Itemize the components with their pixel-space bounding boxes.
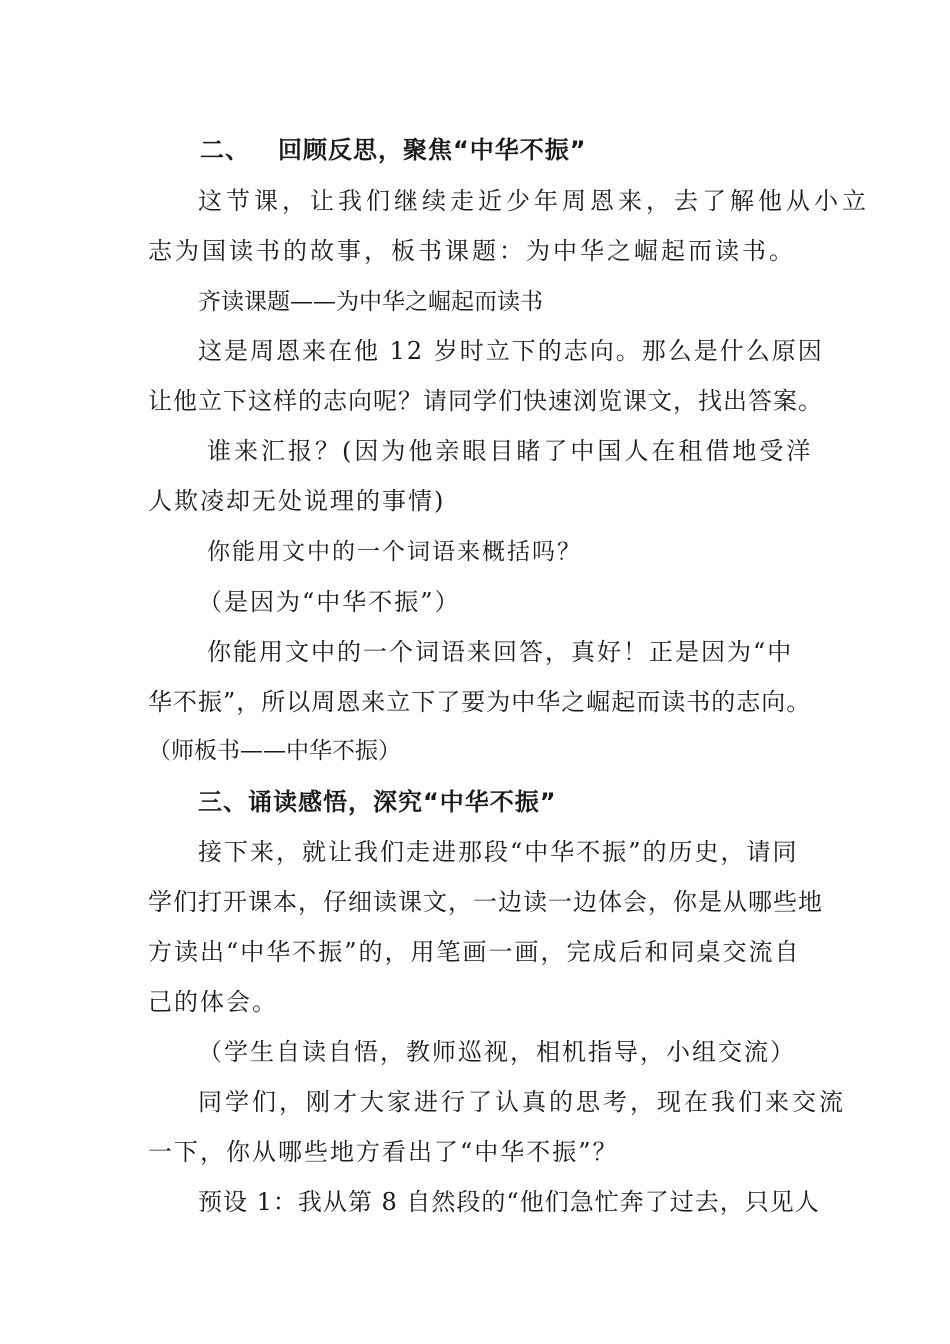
paragraph-line: 己的体会。 bbox=[148, 988, 278, 1016]
paragraph-line: 人欺凌却无处说理的事情) bbox=[148, 487, 446, 515]
section-2-heading-number: 二、 bbox=[200, 136, 250, 164]
paragraph-line: （师板书——中华不振） bbox=[148, 738, 401, 764]
paragraph-line: 预设 1：我从第 8 自然段的“他们急忙奔了过去，只见人 bbox=[198, 1188, 820, 1216]
section-2-heading-title: 回顾反思，聚焦“中华不振” bbox=[278, 136, 587, 164]
section-3-heading: 三、诵读感悟，深究“中华不振” bbox=[198, 788, 557, 816]
paragraph-line: （是因为“中华不振”） bbox=[198, 588, 461, 616]
paragraph-line: 方读出“中华不振”的，用笔画一画，完成后和同桌交流自 bbox=[148, 938, 801, 966]
paragraph-line: 华不振”，所以周恩来立下了要为中华之崛起而读书的志向。 bbox=[148, 688, 812, 716]
paragraph-line: 这节课，让我们继续走近少年周恩来，去了解他从小立 bbox=[198, 187, 870, 215]
paragraph-line: 这是周恩来在他 12 岁时立下的志向。那么是什么原因 bbox=[198, 337, 824, 365]
paragraph-line: 同学们，刚才大家进行了认真的思考，现在我们来交流 bbox=[198, 1088, 846, 1116]
paragraph-line: 志为国读书的故事，板书课题：为中华之崛起而读书。 bbox=[148, 237, 796, 265]
paragraph-line: 接下来，就让我们走进那段“中华不振”的历史，请同 bbox=[198, 838, 799, 866]
paragraph-line: 谁来汇报？(因为他亲眼目睹了中国人在租借地受洋 bbox=[207, 437, 814, 465]
paragraph-line: 让他立下这样的志向呢？请同学们快速浏览课文，找出答案。 bbox=[148, 387, 823, 415]
paragraph-line: 学们打开课本，仔细读课文，一边读一边体会，你是从哪些地 bbox=[148, 888, 823, 916]
paragraph-line: 你能用文中的一个词语来回答，真好！正是因为“中 bbox=[207, 638, 794, 666]
paragraph-line: 一下，你从哪些地方看出了“中华不振”？ bbox=[148, 1138, 619, 1166]
paragraph-line: 齐读课题——为中华之崛起而读书 bbox=[198, 289, 543, 315]
paragraph-line: 你能用文中的一个词语来概括吗？ bbox=[207, 539, 582, 565]
paragraph-line: （学生自读自悟，教师巡视，相机指导，小组交流） bbox=[198, 1038, 796, 1066]
